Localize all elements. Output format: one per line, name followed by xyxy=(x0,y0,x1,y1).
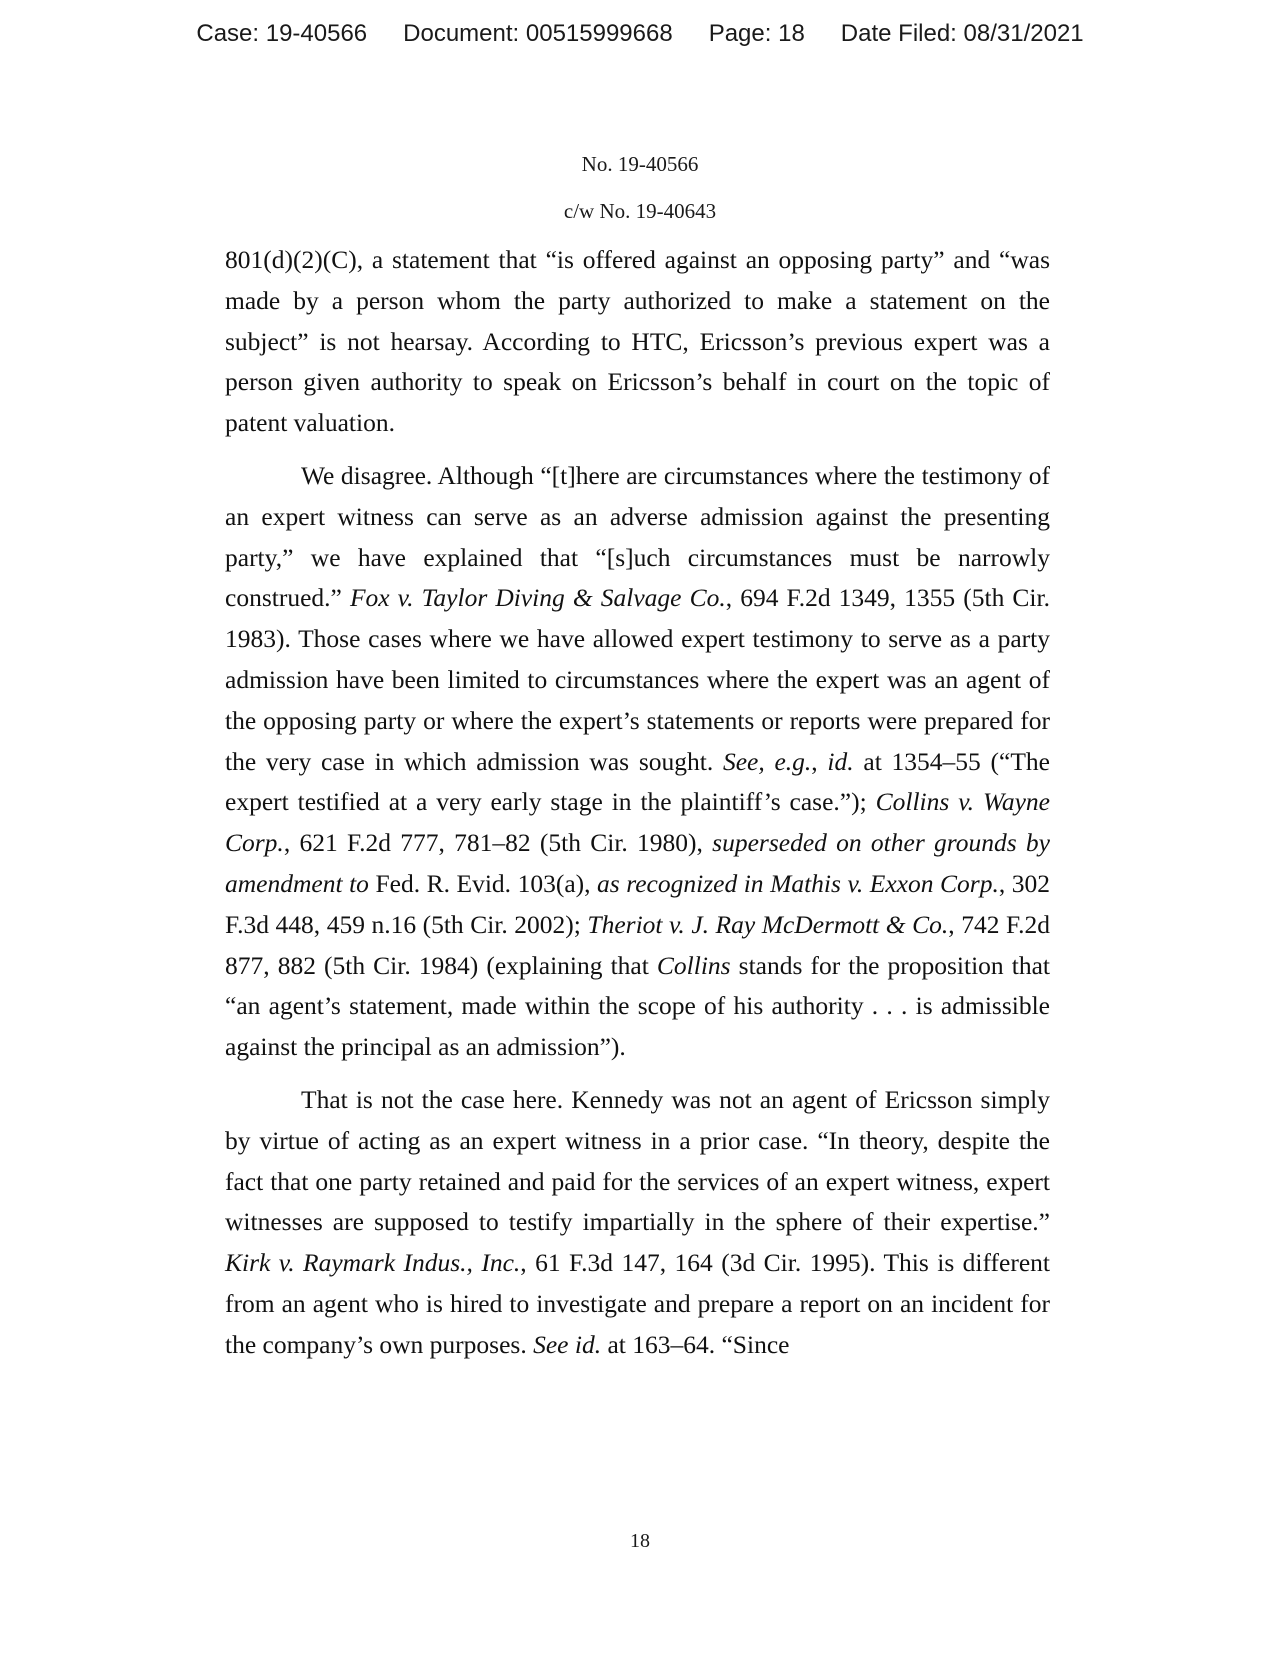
citation-italic: superseded on other grounds by amendment to xyxy=(225,828,1050,898)
text-run: at 163–64. “Since xyxy=(601,1329,790,1359)
text-run: 801(d)(2)(C), a statement that “is offered against an opposing party” and “was made by a person whom the party authorized to make a statement on the subject” is not hearsay. According to HTC, Ericsson’s previous expert was a person given authority to speak on Ericsson’s behalf in court on the topic of patent valuation. xyxy=(225,245,1050,438)
text-run: at 1354–55 (“The expert testified at a very early stage in the plaintiff’s case.”); xyxy=(225,746,1050,817)
text-run: Fed. R. Evid. 103(a), xyxy=(368,868,598,898)
text-run: We disagree. Although “[t]here are circumstances where the testimony of an expert witness can serve as an adverse admission against the presenting party,” we have explained that “[s]uch circumstances must be narrowly construed.” xyxy=(225,460,1050,613)
text-run: , 621 F.2d 777, 781–82 (5th Cir. 1980), xyxy=(283,828,713,858)
text-run: , 694 F.2d 1349, 1355 (5th Cir. 1983). Those cases where we have allowed expert testimony to serve as a party admission have been limited to circumstances where the expert was an agent of the opposing party or where the expert’s statements or reports were prepared for the very case in which admission was sought. xyxy=(225,583,1050,776)
citation-italic: Kirk v. Raymark Indus., Inc. xyxy=(225,1248,521,1278)
text-run: That is not the case here. Kennedy was not an agent of Ericsson simply by virtue of acting as an expert witness in a prior case. “In theory, despite the fact that one party retained and paid for the services of an expert witness, expert witnesses are supposed to testify impartially in the sphere of their expertise.” xyxy=(225,1084,1050,1237)
date-filed: Date Filed: 08/31/2021 xyxy=(840,20,1084,47)
text-run: stands for the proposition that “an agent’s statement, made within the scope of his authority . . . is admissible against the principal as an admission”). xyxy=(225,950,1050,1062)
citation-italic: id. xyxy=(827,746,854,776)
citation-italic: as recognized in Mathis v. Exxon Corp. xyxy=(597,868,999,898)
text-run: , xyxy=(811,746,828,776)
document-number: Document: 00515999668 xyxy=(403,20,673,47)
text-run: , 742 F.2d 877, 882 (5th Cir. 1984) (explaining that xyxy=(225,909,1050,980)
case-number: Case: 19-40566 xyxy=(196,20,368,47)
paragraph-3 xyxy=(225,1080,1050,1366)
text-run: , 61 F.3d 147, 164 (3d Cir. 1995). This is different from an agent who is hired to investigate and prepare a report on an incident for the company’s own purposes. xyxy=(225,1248,1050,1359)
opinion-body xyxy=(225,240,1050,1378)
citation-italic: See, e.g. xyxy=(722,746,812,776)
citation-italic: Collins xyxy=(656,950,731,980)
citation-italic: Collins v. Wayne Corp. xyxy=(225,787,1050,858)
text-run: , 302 F.3d 448, 459 n.16 (5th Cir. 2002); xyxy=(225,868,1050,939)
paragraph-1 xyxy=(225,240,1050,444)
consolidated-docket-number: c/w No. 19-40643 xyxy=(563,199,717,223)
paragraph-2 xyxy=(225,456,1050,1068)
docket-number: No. 19-40566 xyxy=(581,152,699,176)
citation-italic: Theriot v. J. Ray McDermott & Co. xyxy=(587,909,949,939)
page-label: Page: 18 xyxy=(708,20,805,47)
page-number: 18 xyxy=(630,1530,650,1552)
citation-italic: Fox v. Taylor Diving & Salvage Co. xyxy=(349,583,726,613)
citation-italic: See id. xyxy=(533,1329,602,1359)
filing-header xyxy=(0,20,1280,48)
